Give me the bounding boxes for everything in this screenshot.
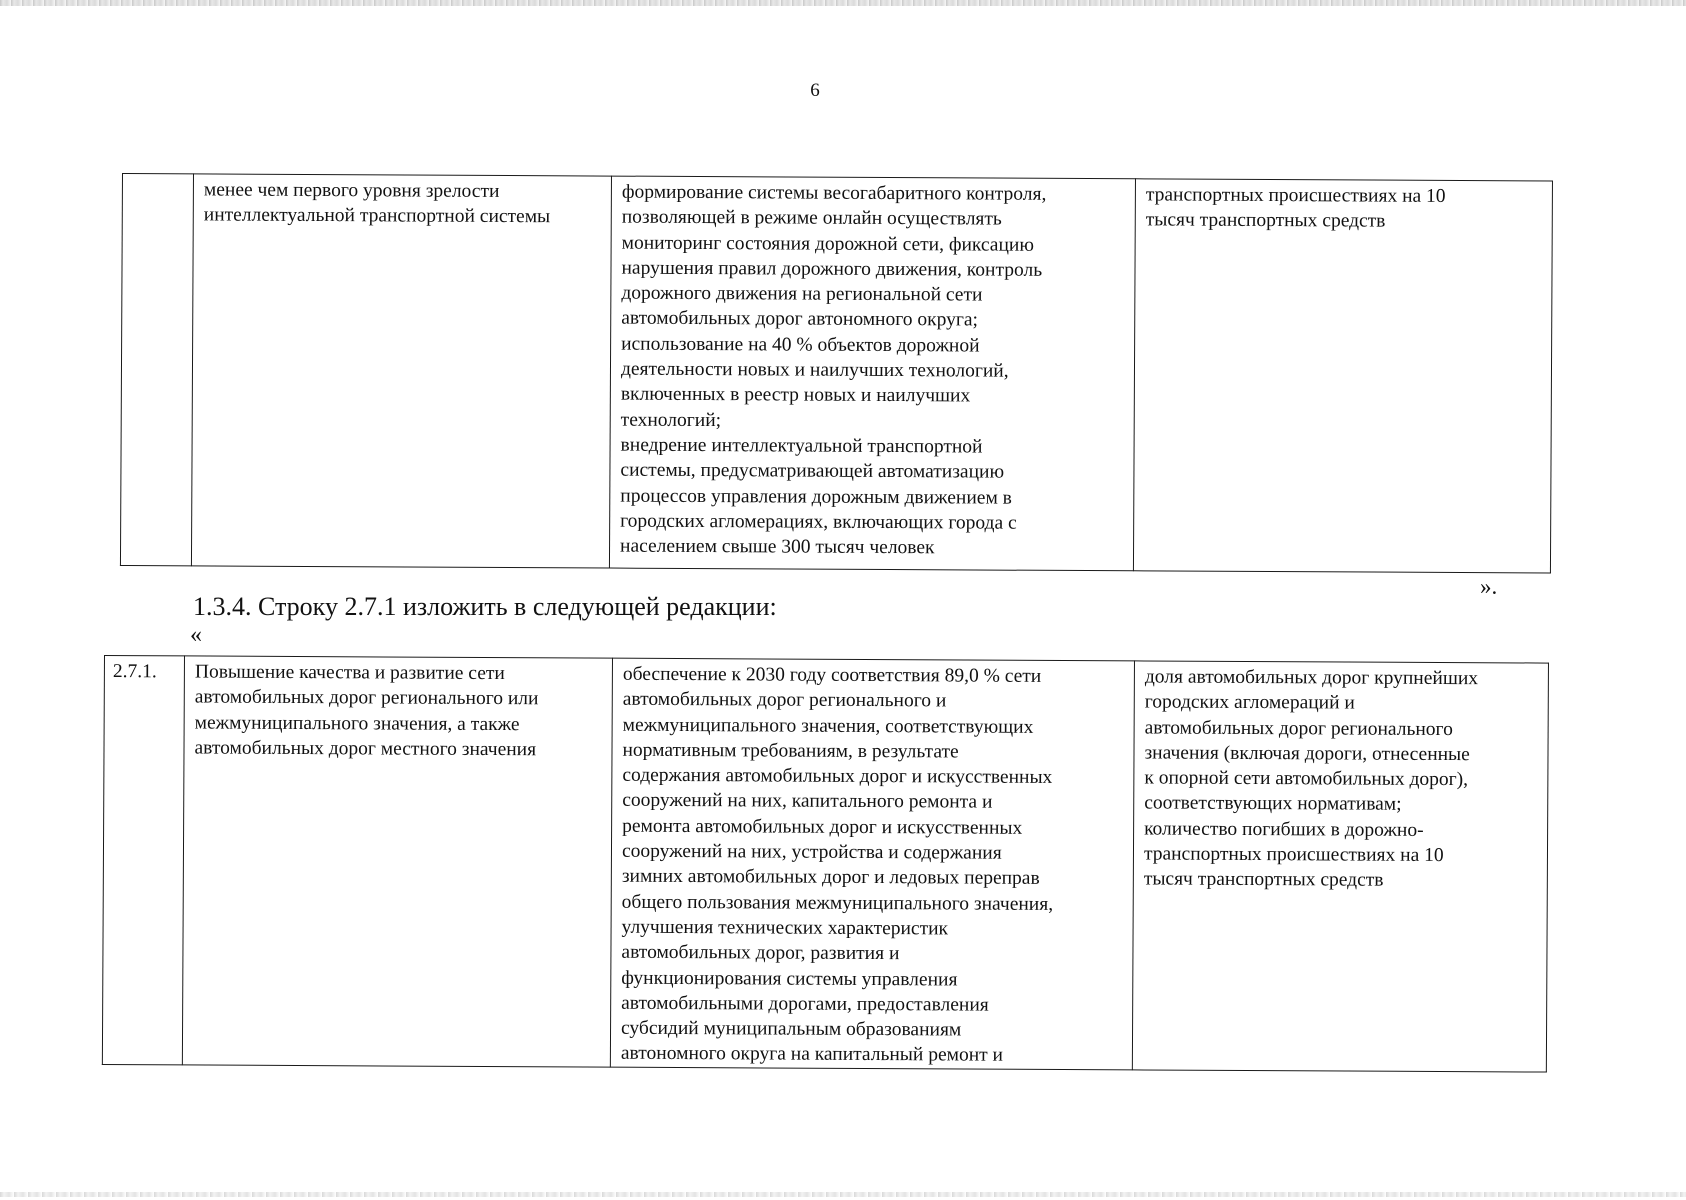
- section-heading: 1.3.4. Строку 2.7.1 изложить в следующей редакции:: [193, 592, 777, 621]
- text-line: городских агломерациях, включающих города с: [620, 510, 1017, 534]
- text-line: технологий;: [620, 409, 722, 431]
- text-line: автомобильных дорог автономного округа;: [621, 308, 979, 331]
- text-line: транспортных происшествиях на 10: [1145, 184, 1446, 207]
- text-line: тысяч транспортных средств: [1145, 209, 1386, 232]
- text-line: к опорной сети автомобильных дорог),: [1144, 767, 1469, 791]
- text-line: межмуниципального значения, соответствующих: [622, 714, 1034, 738]
- text-line: автомобильных дорог регионального: [1144, 717, 1453, 740]
- table-new-row: [102, 655, 1549, 1072]
- opening-quote: «: [190, 622, 202, 648]
- text-line: менее чем первого уровня зрелости: [203, 179, 500, 202]
- table-row: [120, 174, 1552, 573]
- text-line: процессов управления дорожным движением в: [620, 485, 1012, 509]
- text-line: межмуниципального значения, а также: [194, 712, 520, 735]
- text-line: включенных в реестр новых и наилучших: [620, 383, 971, 407]
- text-line: системы, предусматривающей автоматизацию: [620, 459, 1005, 483]
- text-line: автомобильных дорог местного значения: [194, 737, 537, 761]
- scan-edge-bottom: [0, 1192, 1686, 1197]
- row-number-cell: 2.7.1.: [102, 656, 184, 1065]
- scan-edge-top: [0, 0, 1686, 6]
- text-line: улучшения технических характеристик: [621, 916, 949, 940]
- results-cell: [609, 176, 1135, 571]
- text-line: автомобильных дорог регионального или: [194, 686, 539, 710]
- text-line: общего пользования межмуниципального значения,: [621, 891, 1054, 915]
- text-line: соответствующих нормативам;: [1144, 792, 1402, 816]
- indicators-cell: [1133, 179, 1552, 573]
- text-line: сооружений на них, капитального ремонта и: [622, 790, 993, 814]
- results-cell: [610, 658, 1134, 1069]
- text-line: значения (включая дороги, отнесенные: [1144, 742, 1470, 766]
- text-line: транспортных происшествиях на 10: [1143, 843, 1444, 867]
- goal-cell: [182, 656, 612, 1067]
- text-line: содержания автомобильных дорог и искусственных: [622, 764, 1053, 789]
- text-line: автономного округа на капитальный ремонт и: [620, 1043, 1004, 1067]
- goal-cell: [191, 174, 611, 568]
- text-line: сооружений на них, устройства и содержания: [621, 840, 1002, 864]
- text-line: субсидий муниципальным образованиям: [620, 1017, 962, 1041]
- text-line: ремонта автомобильных дорог и искусственных: [622, 815, 1023, 839]
- text-line: интеллектуальной транспортной системы: [203, 204, 551, 228]
- text-line: мониторинг состояния дорожной сети, фиксацию: [621, 232, 1035, 256]
- closing-quote: ».: [1480, 574, 1498, 599]
- text-line: количество погибших в дорожно-: [1144, 818, 1424, 841]
- table-row: [102, 656, 1548, 1072]
- text-line: доля автомобильных дорог крупнейших: [1144, 666, 1479, 690]
- text-line: зимних автомобильных дорог и ледовых переправ: [621, 866, 1040, 890]
- text-line: автомобильными дорогами, предоставления: [621, 992, 989, 1016]
- text-line: обеспечение к 2030 году соответствия 89,0 % сети: [622, 663, 1042, 687]
- text-line: Повышение качества и развитие сети: [194, 661, 505, 685]
- text-line: позволяющей в режиме онлайн осуществлять: [621, 206, 1002, 230]
- text-line: тысяч транспортных средств: [1143, 868, 1384, 892]
- text-line: функционирования системы управления: [621, 967, 958, 991]
- text-line: нарушения правил дорожного движения, контроль: [621, 257, 1043, 281]
- page-number: 6: [810, 80, 820, 101]
- text-line: автомобильных дорог регионального и: [622, 689, 947, 712]
- text-line: нормативным требованиям, в результате: [622, 739, 959, 763]
- text-line: внедрение интеллектуальной транспортной: [620, 434, 983, 458]
- indicators-cell: [1132, 661, 1548, 1072]
- text-line: дорожного движения на региональной сети: [621, 282, 983, 306]
- row-number-cell: [120, 174, 193, 566]
- text-line: городских агломераций и: [1144, 691, 1355, 714]
- text-line: формирование системы весогабаритного контроля,: [621, 181, 1047, 205]
- table-continuation: [120, 173, 1553, 573]
- text-line: населением свыше 300 тысяч человек: [619, 535, 935, 559]
- text-line: деятельности новых и наилучших технологий,: [620, 358, 1009, 382]
- text-line: автомобильных дорог, развития и: [621, 941, 900, 965]
- text-line: использование на 40 % объектов дорожной: [621, 333, 980, 357]
